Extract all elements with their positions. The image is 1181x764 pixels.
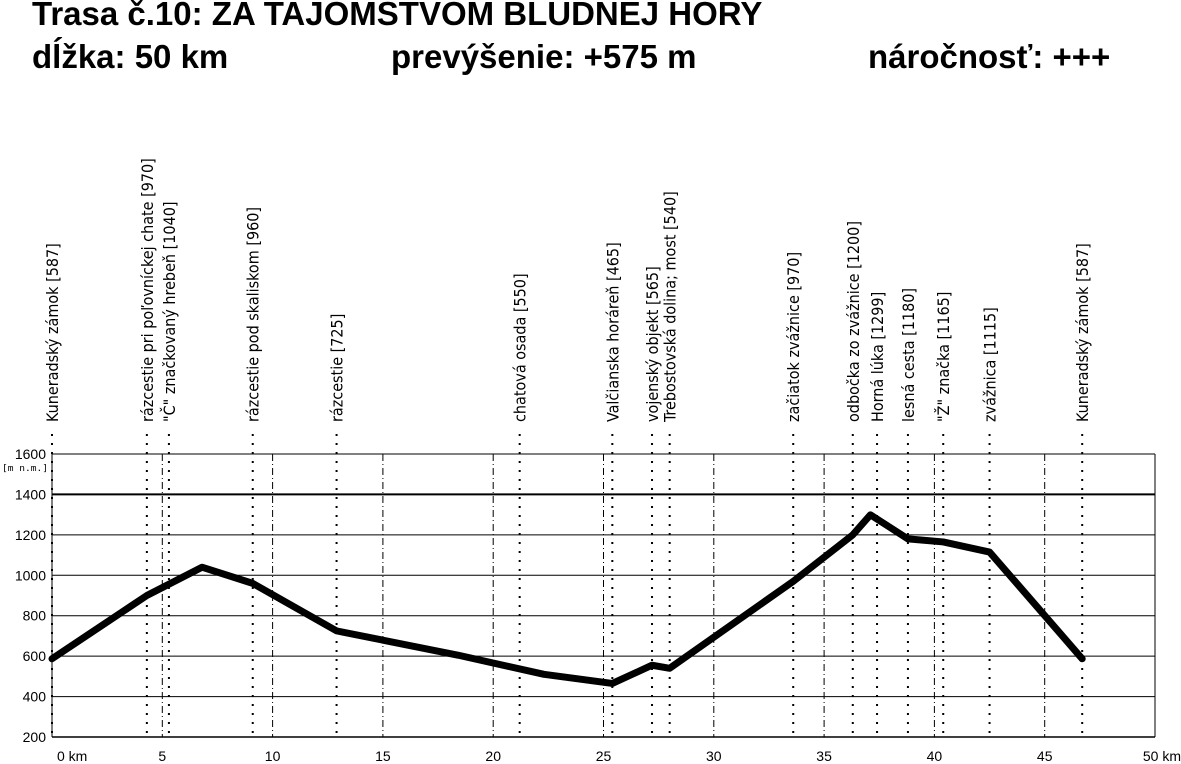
- x-tick-label: 20: [485, 748, 501, 764]
- elevation-point: [541, 672, 546, 677]
- x-tick-label: 10: [264, 748, 281, 764]
- waypoint-label: rázcestie [725]: [327, 313, 347, 422]
- route-length: dĺžka: 50 km: [32, 38, 229, 75]
- elevation-point: [650, 663, 655, 668]
- x-tick-label: 0 km: [57, 748, 88, 764]
- elevation-point: [850, 532, 855, 537]
- waypoint-label: "Ž" značka [1165]: [934, 291, 954, 422]
- waypoint-label: rázcestie pri poľovníckej chate [970]: [137, 158, 157, 422]
- waypoint-label: vojenský objekt [565]: [643, 266, 663, 422]
- waypoint-label: Trebostovská dolina; most [540]: [660, 191, 680, 422]
- elevation-point: [868, 512, 873, 517]
- elevation-point: [200, 565, 205, 570]
- waypoint-label: lesná cesta [1180]: [898, 287, 918, 422]
- y-tick-label: 400: [22, 688, 46, 705]
- y-tick-label: 1400: [14, 486, 46, 503]
- elevation-point: [50, 656, 55, 661]
- x-tick-label: 5: [158, 748, 167, 764]
- y-tick-label: 1000: [14, 567, 46, 584]
- waypoint-label: rázcestie pod skaliskom [960]: [243, 206, 263, 422]
- elevation-point: [250, 581, 255, 586]
- y-tick-label: 1600: [14, 446, 46, 462]
- x-tick-label: 45: [1036, 748, 1053, 764]
- elevation-point: [987, 550, 992, 555]
- elevation-point: [334, 628, 339, 633]
- y-tick-label: 200: [22, 729, 46, 745]
- elevation-point: [905, 536, 910, 541]
- route-elevation-gain: prevýšenie: +575 m: [391, 38, 697, 75]
- y-tick-label: 800: [22, 607, 46, 624]
- elevation-point: [791, 579, 796, 584]
- elevation-point: [1080, 656, 1085, 661]
- x-tick-label: 25: [595, 748, 612, 764]
- elevation-point: [144, 593, 149, 598]
- x-tick-label: 50 km: [1142, 748, 1181, 764]
- y-tick-label: 600: [22, 648, 46, 665]
- y-axis-label: [m n.m.]: [2, 464, 48, 474]
- waypoint-label: Kuneradský zámok [587]: [43, 243, 62, 422]
- route-difficulty: náročnosť: +++: [868, 38, 1111, 75]
- x-tick-label: 30: [706, 748, 722, 764]
- route-title: Trasa č.10: ZA TAJOMSTVOM BLUDNEJ HORY: [32, 0, 763, 32]
- elevation-point: [610, 681, 615, 686]
- waypoint-label: odbočka zo zvážnice [1200]: [843, 221, 863, 422]
- elevation-point: [941, 539, 946, 544]
- waypoint-label: chatová osada [550]: [510, 273, 530, 422]
- elevation-point: [455, 653, 460, 658]
- y-tick-label: 1200: [14, 526, 46, 543]
- waypoint-label: Horná lúka [1299]: [868, 291, 888, 422]
- waypoint-label: Kuneradský zámok [587]: [1073, 243, 1093, 422]
- x-tick-label: 40: [926, 748, 943, 764]
- waypoint-label: Valčianska horáreň [465]: [603, 242, 623, 422]
- waypoint-label: zvážnica [1115]: [980, 307, 1000, 422]
- waypoint-label: začiatok zvážnice [970]: [784, 251, 804, 422]
- x-tick-label: 15: [375, 748, 391, 764]
- x-tick-label: 35: [816, 748, 832, 764]
- waypoint-label: "Č" značkovaný hrebeň [1040]: [159, 201, 179, 422]
- elevation-line: [52, 515, 1082, 684]
- elevation-point: [667, 666, 672, 671]
